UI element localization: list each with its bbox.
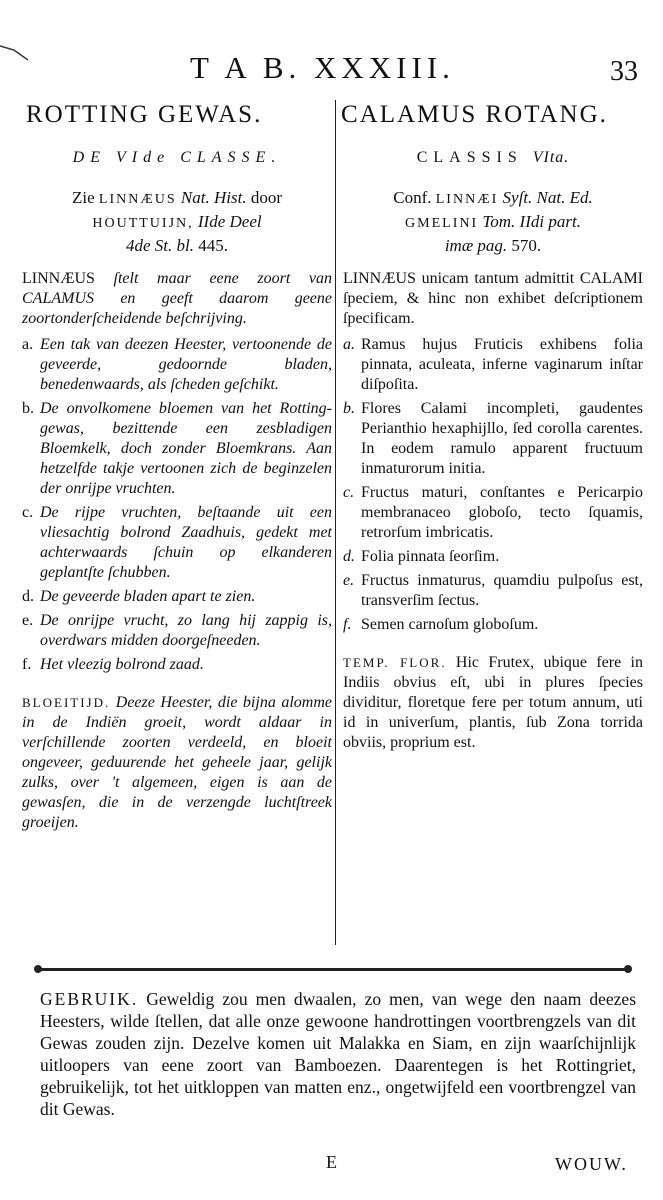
item-letter: c. [22,504,34,521]
list-item [343,335,643,395]
intro-lead: LINNÆUS [343,270,416,287]
list-item [343,571,643,611]
item-text: De rijpe vruchten, beſtaande uit een vliesachtig bolrond Zaadhuis, gedekt met achterwaards ſchuin op elkanderen geplantſte ſchubben. [40,504,332,581]
item-text: De onvolkomene bloemen van het Rotting-gewas, bezittende een zesbladigen Bloemkelk, doch zonder Bloemkrans. Aan hetzelfde takje vertoonen zich de beginzelen der onrijpe vruchten. [40,400,332,497]
ref-prefix: Zie [71,188,95,207]
ref-prefix: Conf. [393,188,432,207]
latin-items [343,335,643,635]
item-letter: f. [22,656,32,673]
flowering-label: TEMP. FLOR. [343,655,447,670]
flowering-label: BLOEITIJD. [22,695,111,710]
list-item [22,655,332,675]
ref-work: Nat. Hist. [180,188,247,207]
latin-intro [343,269,643,329]
item-letter: e. [22,612,34,629]
list-item [22,335,332,395]
usage-paragraph [40,988,636,1120]
intro-text: unicam tantum admittit CALAMI ſpeciem, & hinc non exhibet deſcriptionem ſpecificam. [343,270,643,327]
catchword: WOUW. [555,1154,628,1174]
intro-lead: LINNÆUS [22,270,95,287]
item-letter: d. [343,548,355,565]
dutch-items [22,335,332,675]
dutch-title: ROTTING GEWAS. [26,101,263,128]
latin-title: CALAMUS ROTANG. [341,101,608,128]
ref-page-label: imæ pag. [444,236,508,255]
intro-text: ſtelt maar eene zoort van CALAMUS en geeft daarom geene zoortonderſcheidende beſchrijving. [22,270,333,327]
item-text: Folia pinnata ſeorſim. [361,548,500,565]
list-item [22,587,332,607]
latin-class-line [343,143,643,173]
rule-end-dot [34,965,42,973]
list-item [22,611,332,651]
ref-part: Tom. IIdi part. [482,212,581,231]
ref-door: door [250,188,282,207]
latin-reference [343,187,643,257]
item-letter: c. [343,484,355,501]
flowering-text: Hic Frutex, ubique fere in Indiis obvius eſt, ubi in plures ſpecies dividitur, floretque fere per totum annum, uti id in univerſum, plantis, ſub Zona torrida obviis, proprium est. [343,654,643,751]
ref-author: LINNÆUS [98,192,177,207]
ref-translator: HOUTTUIJN, [92,216,194,231]
list-item [22,399,332,499]
ref-work: Syſt. Nat. Ed. [502,188,593,207]
page-number: 33 [610,56,638,87]
item-text: Het vleezig bolrond zaad. [40,656,204,673]
class-caps: CLASSIS [416,149,523,166]
dutch-column [22,95,332,833]
rule-end-dot [624,965,632,973]
usage-text: Geweldig zou men dwaalen, zo men, van wege den naam deezes Heesters, wilde ſtellen, dat alle onze gewoone handrottingen voortbrengzels van dit Gewas zouden zijn. Dezelve komen uit Malakka en Siam, en zijn waarſchijnlijk uitloopers van eene zoort van Bamboezen. Daarentegen is het Rottingriet, gebruikelijk, tot het uitkloppen van matten enz., ongetwijfeld een voortbrengzel van dit Gewas. [40,989,637,1119]
flowering-text: Deeze Heester, die bijna alomme in de Indiën groeit, wordt aldaar in verſchillende zoorten verdeeld, en bloeit ongeveer, geduurende het geheele jaar, gelijk zulks, over 't algemeen, eigen is aan de gewasſen, die in de verzengde luchtſtreek groeijen. [22,694,332,831]
ref-author: LINNÆI [435,192,499,207]
section-rule [38,968,628,971]
item-text: Flores Calami incompleti, gaudentes Perianthio hexaphijllo, ſed corolla carentes. In eodem ramulo apparent fructuum inmaturorum initia. [361,400,643,477]
list-item [22,503,332,583]
item-letter: d. [22,588,34,605]
dutch-class-line: DE VIde CLASSE. [72,149,282,166]
item-letter: a. [343,336,355,353]
item-text: Fructus maturi, conſtantes e Pericarpio membranaceo globoſo, tecto ſquamis, retrorſum imbricatis. [361,484,643,541]
item-text: De geveerde bladen apart te zien. [40,588,256,605]
latin-flowering [343,653,643,753]
item-text: Ramus hujus Fruticis exhibens folia pinnata, aculeata, inferne vaginarum inſtar diſpoſita. [361,336,643,393]
list-item [343,547,643,567]
plate-title: T A B. XXXIII. [190,50,455,85]
item-letter: a. [22,336,34,353]
item-letter: b. [22,400,34,417]
list-item [343,399,643,479]
dutch-flowering [22,693,332,833]
ref-part: IIde Deel [197,212,262,231]
page-header [0,50,663,90]
item-text: Een tak van deezen Heester, vertoonende de geveerde, gedoornde bladen, benedenwaards, als ſcheden geſchikt. [40,336,332,393]
class-num: VIta. [532,149,570,166]
item-letter: b. [343,400,355,417]
list-item [343,483,643,543]
dutch-intro [22,269,332,329]
ref-editor: GMELINI [405,216,479,231]
column-divider [335,100,336,945]
item-letter: e. [343,572,355,589]
usage-label: GEBRUIK. [40,989,139,1009]
item-text: Fructus inmaturus, quamdiu pulpoſus est, transverſim ſectus. [361,572,643,609]
list-item [343,615,643,635]
ref-page: 570. [511,236,542,255]
latin-column [343,95,643,753]
item-letter: f. [343,616,352,633]
item-text: Semen carnoſum globoſum. [361,616,539,633]
ref-section: 4de St. bl. [126,236,194,255]
ref-page: 445. [198,236,228,255]
signature-mark: E [326,1152,337,1172]
dutch-reference [22,187,332,257]
item-text: De onrijpe vrucht, zo lang hij zappig is, overdwars midden doorgeſneeden. [40,612,332,649]
